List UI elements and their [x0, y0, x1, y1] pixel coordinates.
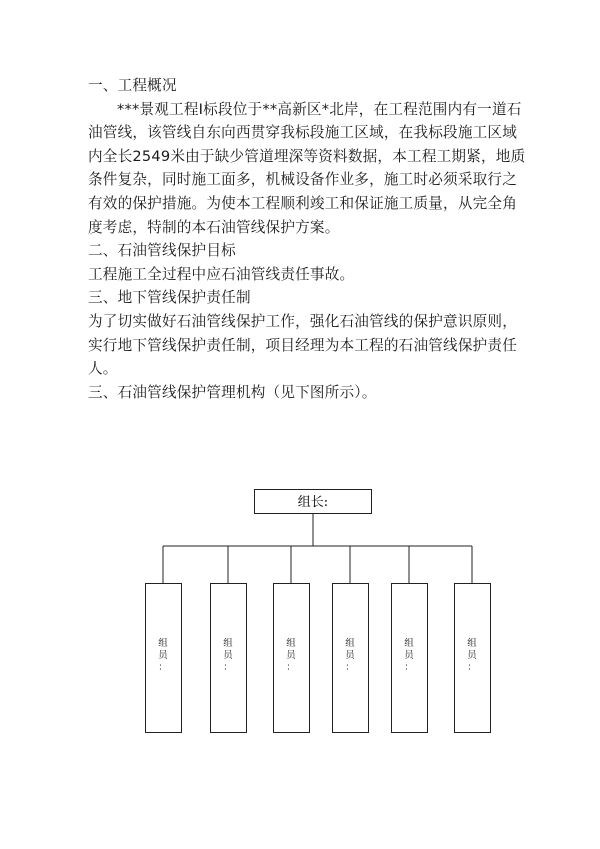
section-body-1: ***景观工程Ⅰ标段位于**高新区*北岸，在工程范围内有一道石油管线，该管线自东向西贯穿我标段施工区域，在我标段施工区域内全长2549米由于缺少管道埋深等资料数据，本工程工期紧，地质条件复杂，同时施工面多，机械设备作业多，施工时必须采取行之有效的保护措施。为使本工程顺利竣工和保证施工质量，从完全角度考虑，特制的本石油管线保护方案。 [88, 100, 526, 236]
member-label: 组员： [223, 638, 233, 673]
member-label: 组员： [345, 638, 355, 673]
member-label: 组员： [158, 638, 168, 673]
section-heading-2: 二、石油管线保护目标 [88, 242, 236, 260]
section-heading-1: 一、工程概况 [88, 77, 177, 94]
section-heading-3: 三、地下管线保护责任制 [88, 289, 251, 307]
section-body-3: 为了切实做好石油管线保护工作，强化石油管线的保护意识原则，实行地下管线保护责任制，项目经理为本工程的石油管线保护责任人。 [88, 312, 518, 378]
section-heading-4: 三、石油管线保护管理机构（见下图所示）。 [88, 383, 377, 401]
member-label: 组员： [286, 638, 296, 673]
section-body-2: 工程施工全过程中应石油管线责任事故。 [88, 265, 355, 283]
member-label: 组员： [404, 638, 414, 673]
leader-label: 组长: [297, 495, 329, 510]
member-label: 组员： [467, 638, 477, 673]
member-boxes [146, 546, 491, 733]
